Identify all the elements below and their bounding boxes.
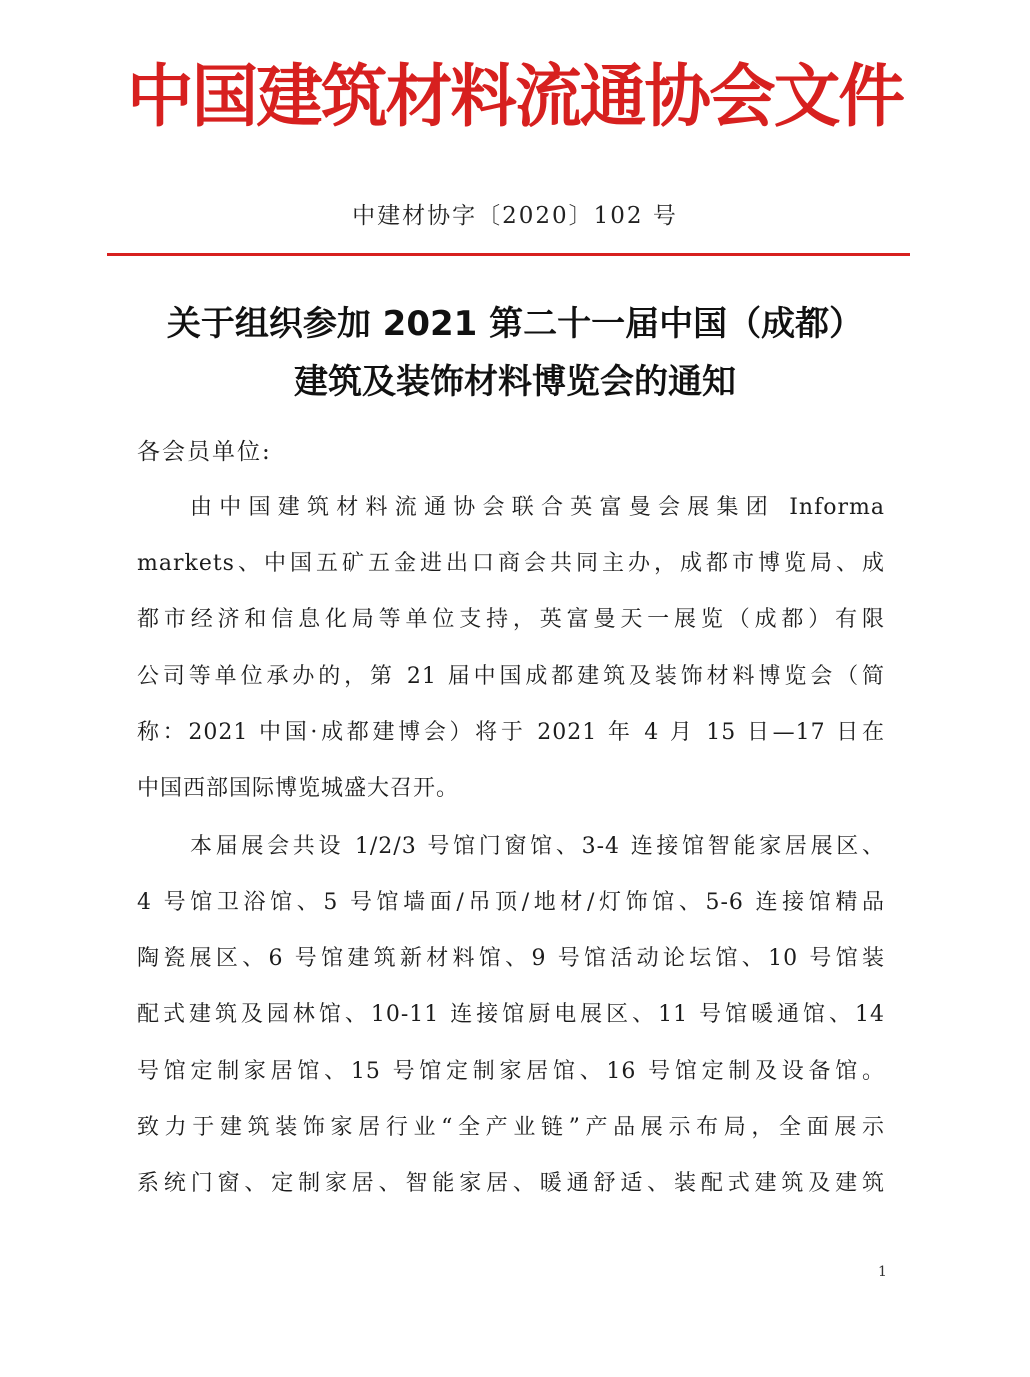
- org-header-title: 中国建筑材料流通协会文件: [126, 57, 904, 137]
- paragraph-1-line: 公司等单位承办的，第 21 届中国成都建筑及装饰材料博览会（简: [137, 664, 885, 689]
- paragraph-1-line: 中国西部国际博览城盛大召开。: [137, 776, 460, 801]
- paragraph-2-line: 4 号馆卫浴馆、5 号馆墙面/吊顶/地材/灯饰馆、5-6 连接馆精品: [137, 890, 885, 915]
- paragraph-2-line: 配式建筑及园林馆、10-11 连接馆厨电展区、11 号馆暖通馆、14: [137, 1002, 885, 1027]
- notice-title-line-1: 关于组织参加 2021 第二十一届中国（成都）: [166, 304, 864, 344]
- document-number: 中建材协字〔2020〕102 号: [352, 203, 678, 229]
- paragraph-2-line: 系统门窗、定制家居、智能家居、暖通舒适、装配式建筑及建筑: [137, 1171, 885, 1196]
- paragraph-1-line: 由中国建筑材料流通协会联合英富曼会展集团 Informa: [190, 495, 885, 520]
- paragraph-1-line: markets、中国五矿五金进出口商会共同主办，成都市博览局、成: [137, 551, 885, 576]
- paragraph-2-line: 号馆定制家居馆、15 号馆定制家居馆、16 号馆定制及设备馆。: [137, 1059, 885, 1084]
- paragraph-1-line: 称：2021 中国·成都建博会）将于 2021 年 4 月 15 日—17 日在: [137, 720, 885, 745]
- paragraph-1-line: 都市经济和信息化局等单位支持，英富曼天一展览（成都）有限: [137, 607, 885, 632]
- notice-title-line-2: 建筑及装饰材料博览会的通知: [294, 362, 736, 402]
- paragraph-2-line: 本届展会共设 1/2/3 号馆门窗馆、3-4 连接馆智能家居展区、: [190, 834, 885, 859]
- paragraph-2-line: 致力于建筑装饰家居行业“全产业链”产品展示布局，全面展示: [137, 1115, 885, 1140]
- page-number: 1: [878, 1264, 887, 1280]
- salutation: 各会员单位:: [137, 439, 272, 465]
- paragraph-2-line: 陶瓷展区、6 号馆建筑新材料馆、9 号馆活动论坛馆、10 号馆装: [137, 946, 885, 971]
- header-divider: [107, 253, 910, 256]
